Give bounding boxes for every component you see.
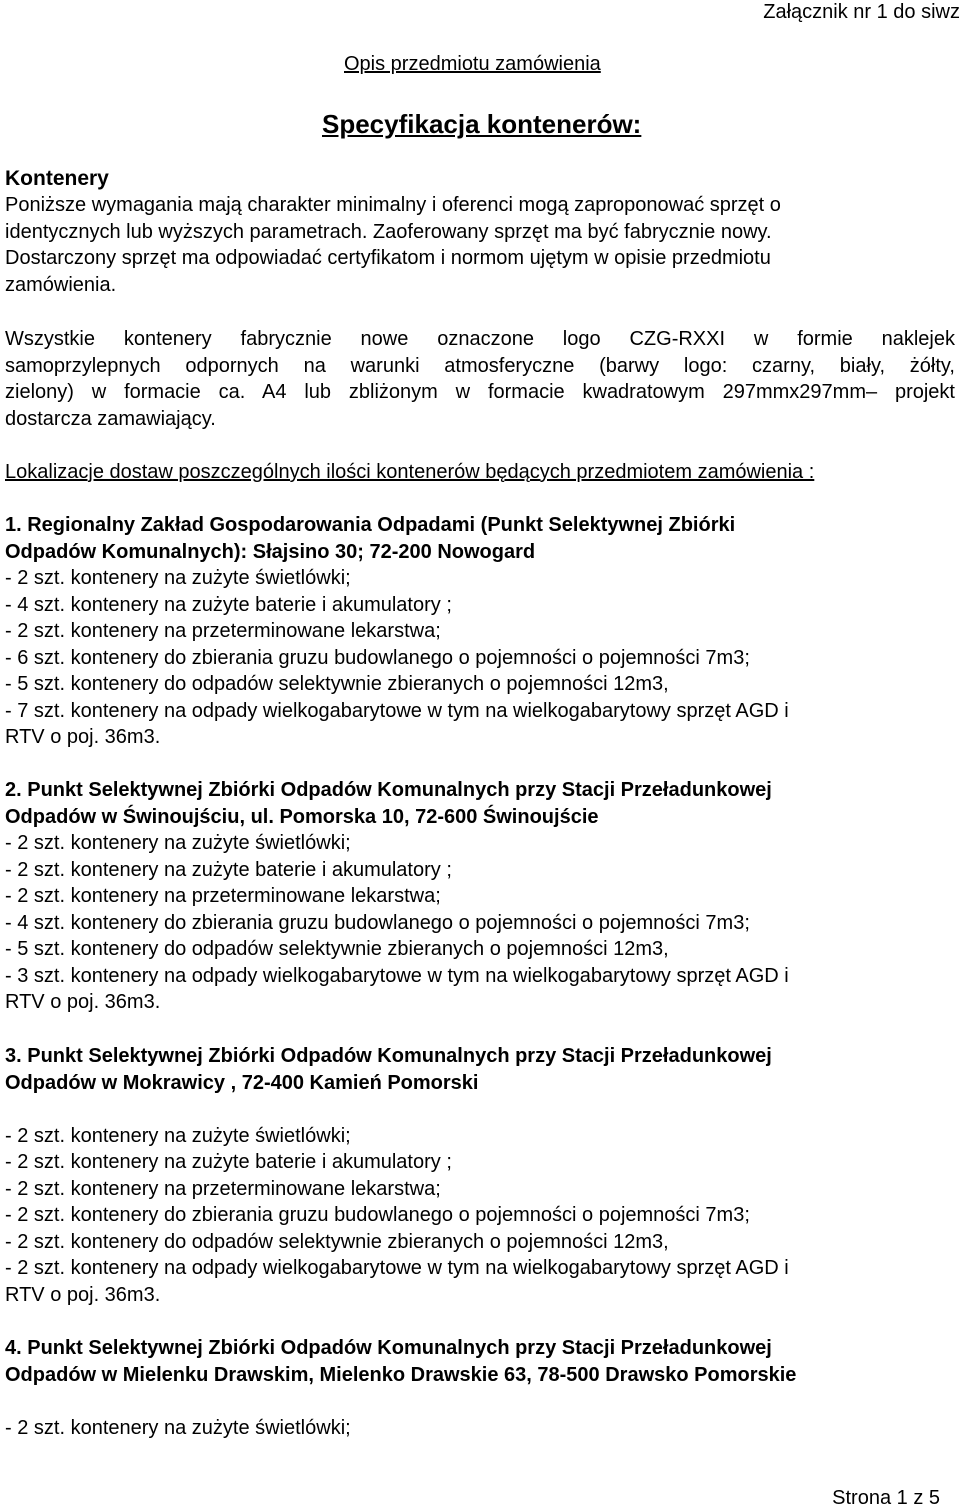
site-title-line: Odpadów w Mokrawicy , 72-400 Kamień Pomorski — [5, 1071, 479, 1094]
specification-title: Specyfikacja kontenerów: — [322, 109, 642, 139]
intro-line: zamówienia. — [5, 273, 117, 296]
list-item: - 5 szt. kontenery do odpadów selektywnie zbieranych o pojemności 12m3, — [5, 938, 669, 960]
list-item: - 4 szt. kontenery do zbierania gruzu budowlanego o pojemności o pojemności 7m3; — [5, 911, 750, 934]
paragraph-line: Wszystkie kontenery fabrycznie nowe oznaczone logo CZG-RXXI w formie naklejek — [5, 328, 955, 350]
list-item: RTV o poj. 36m3. — [5, 726, 161, 748]
site-item-list — [5, 1415, 955, 1442]
list-item: - 2 szt. kontenery na zużyte świetlówki; — [5, 567, 351, 589]
list-item: - 6 szt. kontenery do zbierania gruzu budowlanego o pojemności o pojemności 7m3; — [5, 646, 750, 669]
attachment-label: Załącznik nr 1 do siwz — [763, 1, 960, 23]
intro-paragraph — [5, 192, 955, 298]
intro-line: Dostarczony sprzęt ma odpowiadać certyfikatom i normom ujętym w opisie przedmiotu — [5, 247, 771, 269]
labeling-paragraph — [5, 326, 955, 432]
list-item: - 2 szt. kontenery na przeterminowane lekarstwa; — [5, 1177, 441, 1200]
site-title-line: Odpadów Komunalnych): Słajsino 30; 72-200 Nowogard — [5, 540, 536, 563]
list-item: - 2 szt. kontenery na przeterminowane lekarstwa; — [5, 885, 441, 907]
list-item: - 2 szt. kontenery na zużyte świetlówki; — [5, 1416, 351, 1439]
paragraph-line: dostarcza zamawiający. — [5, 407, 216, 430]
blank-line — [5, 1096, 955, 1123]
site-title-line: 3. Punkt Selektywnej Zbiórki Odpadów Komunalnych przy Stacji Przeładunkowej — [5, 1045, 772, 1067]
paragraph-line: zielony) w formacie ca. A4 lub zbliżonym w formacie kwadratowym 297mmx297mm– projekt — [5, 381, 955, 403]
site-title-line: 4. Punkt Selektywnej Zbiórki Odpadów Komunalnych przy Stacji Przeładunkowej — [5, 1337, 772, 1359]
site-item-list — [5, 830, 955, 1016]
list-item: - 2 szt. kontenery na zużyte baterie i akumulatory ; — [5, 858, 452, 881]
site-item-list — [5, 565, 955, 751]
site-section-3 — [5, 1043, 955, 1308]
list-item: - 2 szt. kontenery na zużyte baterie i akumulatory ; — [5, 1151, 452, 1173]
site-title-line: Odpadów w Świnoujściu, ul. Pomorska 10, 72-600 Świnoujście — [5, 805, 599, 828]
list-item: - 2 szt. kontenery na zużyte świetlówki; — [5, 1124, 351, 1147]
site-section-1 — [5, 512, 955, 751]
site-item-list — [5, 1123, 955, 1309]
locations-heading: Lokalizacje dostaw poszczególnych ilości kontenerów będących przedmiotem zamówienia : — [5, 461, 815, 483]
intro-line: Poniższe wymagania mają charakter minimalny i oferenci mogą zaproponować sprzęt o — [5, 194, 781, 216]
list-item: - 2 szt. kontenery na zużyte świetlówki; — [5, 832, 351, 854]
site-title-line: 1. Regionalny Zakład Gospodarowania Odpadami (Punkt Selektywnej Zbiórki — [5, 514, 736, 536]
document-title: Opis przedmiotu zamówienia — [344, 53, 601, 75]
list-item: RTV o poj. 36m3. — [5, 991, 161, 1013]
site-section-4 — [5, 1335, 955, 1441]
list-item: - 7 szt. kontenery na odpady wielkogabarytowe w tym na wielkogabarytowy sprzęt AGD i — [5, 699, 789, 722]
site-title-line: 2. Punkt Selektywnej Zbiórki Odpadów Komunalnych przy Stacji Przeładunkowej — [5, 779, 772, 801]
list-item: - 3 szt. kontenery na odpady wielkogabarytowe w tym na wielkogabarytowy sprzęt AGD i — [5, 964, 789, 987]
blank-line — [5, 1388, 955, 1415]
list-item: - 2 szt. kontenery do odpadów selektywnie zbieranych o pojemności 12m3, — [5, 1230, 669, 1253]
list-item: - 4 szt. kontenery na zużyte baterie i akumulatory ; — [5, 593, 452, 616]
list-item: RTV o poj. 36m3. — [5, 1283, 161, 1306]
intro-heading: Kontenery — [5, 167, 109, 190]
site-title-line: Odpadów w Mielenku Drawskim, Mielenko Drawskie 63, 78-500 Drawsko Pomorskie — [5, 1363, 797, 1386]
site-section-2 — [5, 777, 955, 1016]
list-item: - 5 szt. kontenery do odpadów selektywnie zbieranych o pojemności 12m3, — [5, 673, 669, 695]
page-number: Strona 1 z 5 — [832, 1487, 940, 1509]
list-item: - 2 szt. kontenery na przeterminowane lekarstwa; — [5, 620, 441, 642]
intro-line: identycznych lub wyższych parametrach. Zaoferowany sprzęt ma być fabrycznie nowy. — [5, 220, 772, 243]
paragraph-line: samoprzylepnych odpornych na warunki atmosferyczne (barwy logo: czarny, biały, żółty, — [5, 354, 955, 377]
list-item: - 2 szt. kontenery do zbierania gruzu budowlanego o pojemności o pojemności 7m3; — [5, 1204, 750, 1226]
list-item: - 2 szt. kontenery na odpady wielkogabarytowe w tym na wielkogabarytowy sprzęt AGD i — [5, 1257, 789, 1279]
